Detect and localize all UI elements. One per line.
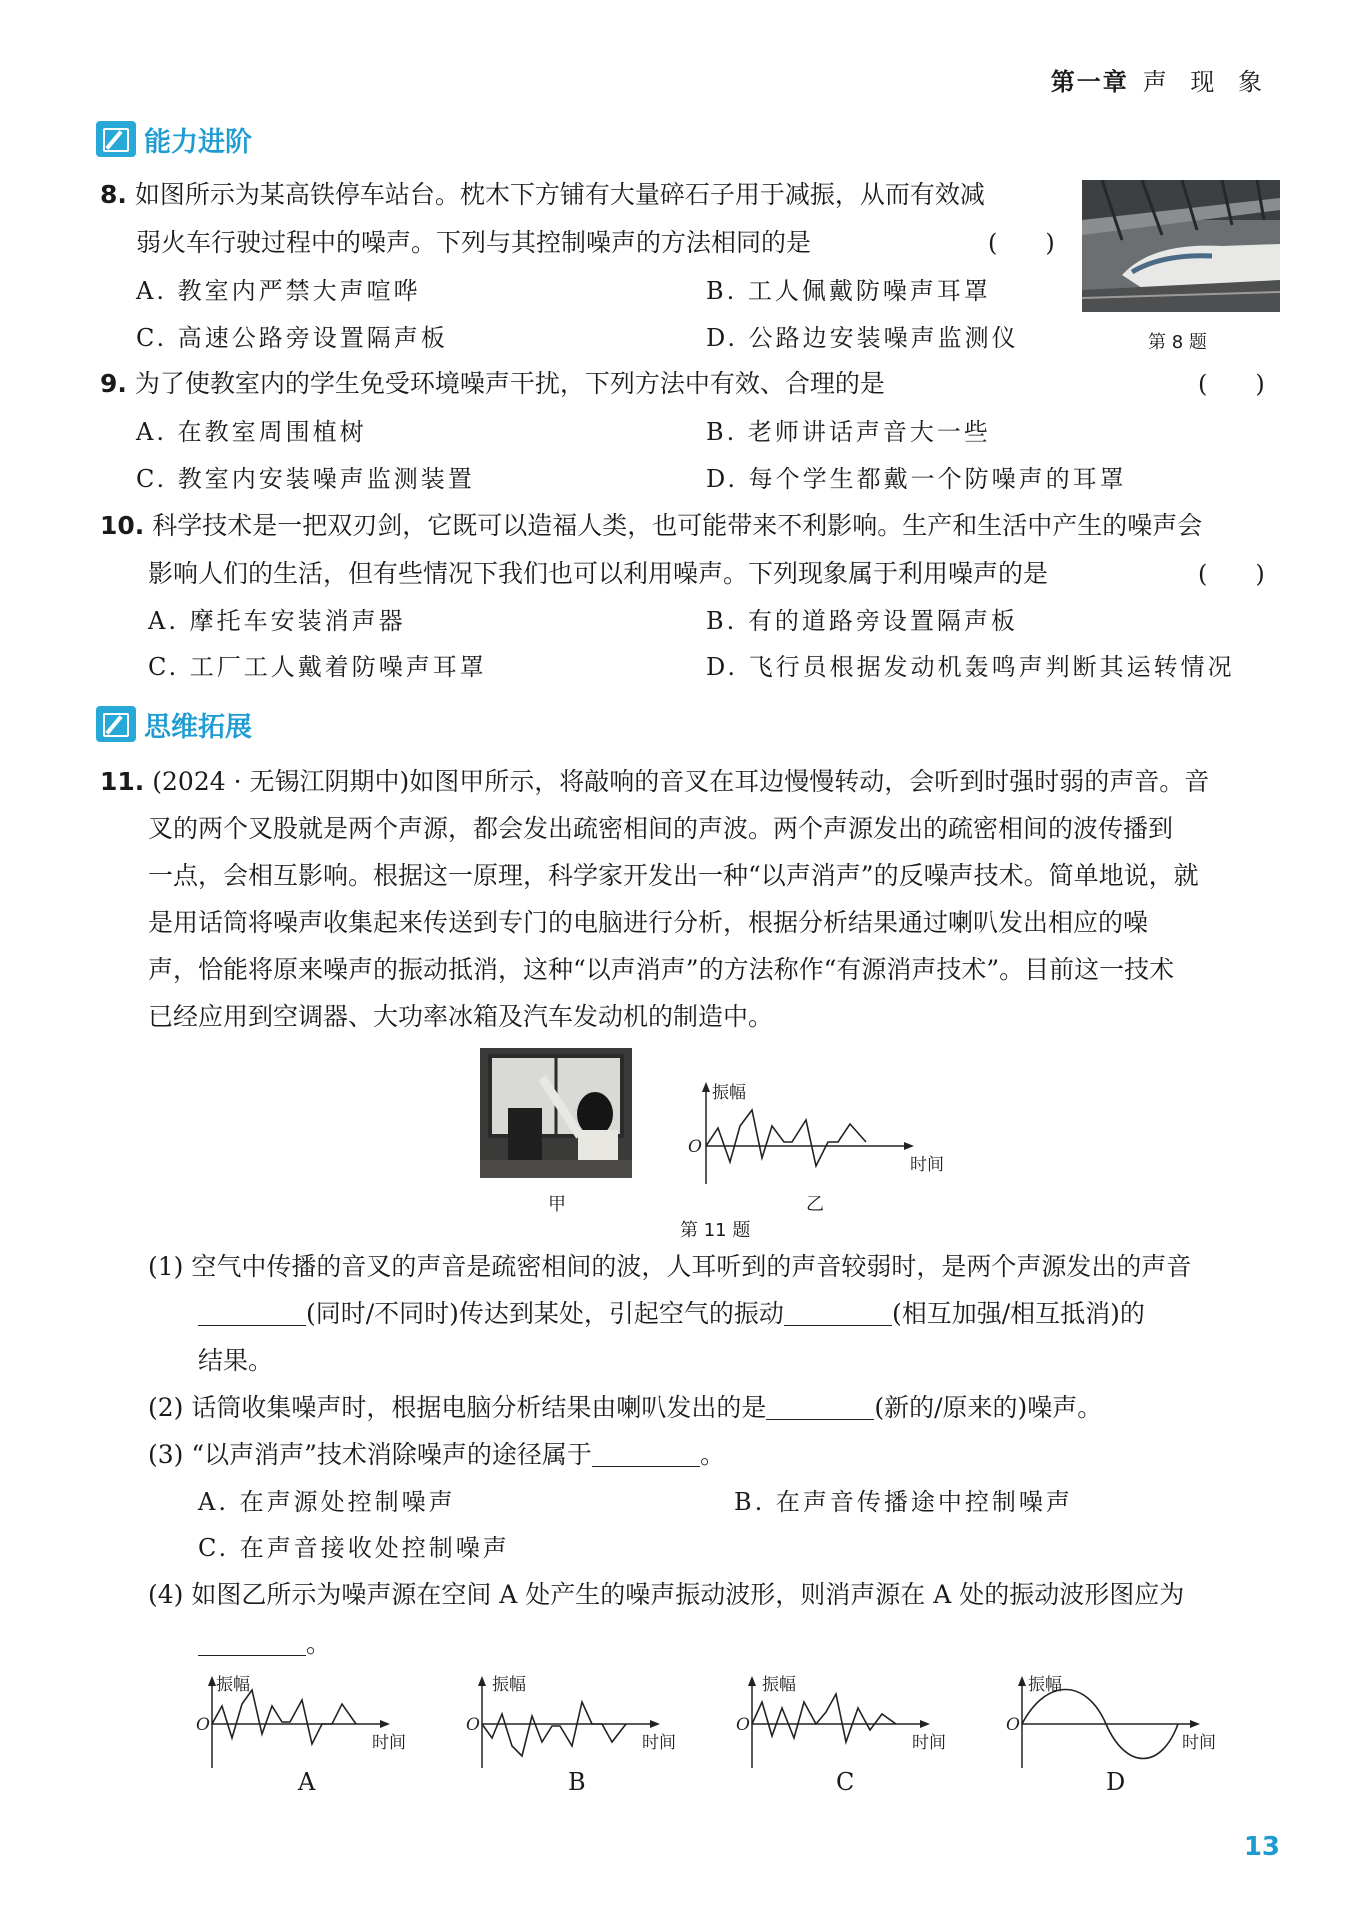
figure-label-yi: 乙: [806, 1194, 824, 1215]
origin-label: O: [688, 1137, 702, 1157]
origin-label: O: [1006, 1715, 1020, 1735]
section-header-thinking: [96, 703, 252, 745]
waveform-choice-d: [1006, 1672, 1236, 1772]
question-11-line: 声，恰能将原来噪声的振动抵消，这种“以声消声”的方法称作“有源消声技术”。目前这一技术: [148, 955, 1175, 984]
origin-label: O: [466, 1715, 480, 1735]
option: B. 有的道路旁设置隔声板: [706, 607, 1018, 635]
figure-label-jia: 甲: [548, 1194, 566, 1215]
waveform-choice-a: [196, 1672, 426, 1772]
option: A. 教室内严禁大声喧哗: [136, 277, 421, 305]
sub-question-4-line-2: [198, 1627, 331, 1661]
question-9-line-1: [100, 367, 885, 401]
sub-question-1-line-2: [198, 1297, 1145, 1331]
answer-blank[interactable]: [198, 1299, 306, 1326]
option: C. 在声音接收处控制噪声: [198, 1534, 510, 1562]
question-number: 11.: [100, 767, 145, 796]
axis-x-label: 时间: [1182, 1733, 1216, 1753]
answer-blank[interactable]: [784, 1299, 892, 1326]
chapter-header: [1051, 62, 1270, 97]
question-11-line: 叉的两个叉股就是两个声源，都会发出疏密相间的声波。两个声源发出的疏密相间的波传播到: [148, 814, 1174, 843]
answer-paren: ( ): [1198, 370, 1265, 398]
waveform-choice-c: [736, 1672, 966, 1772]
option: D. 公路边安装噪声监测仪: [706, 324, 1019, 352]
question-number: 10.: [100, 511, 145, 540]
option: B. 工人佩戴防噪声耳罩: [706, 277, 991, 305]
option: A. 在教室周围植树: [136, 418, 367, 446]
question-number: 9.: [100, 369, 127, 398]
question-text: 为了使教室内的学生免受环境噪声干扰，下列方法中有效、合理的是: [134, 369, 885, 398]
tuning-fork-photo: [480, 1048, 632, 1178]
question-10-line-1: [100, 509, 1202, 543]
chapter-title: 声 现 象: [1142, 68, 1270, 96]
answer-blank[interactable]: [592, 1440, 700, 1467]
answer-blank[interactable]: [766, 1393, 874, 1420]
option: B. 老师讲话声音大一些: [706, 418, 991, 446]
option: B. 在声音传播途中控制噪声: [734, 1488, 1073, 1516]
option: D. 每个学生都戴一个防噪声的耳罩: [706, 465, 1127, 493]
blank-hint: (同时/不同时)传达到某处，引起空气的振动: [306, 1299, 784, 1328]
axis-x-label: 时间: [372, 1733, 406, 1753]
section-title: 思维拓展: [144, 711, 252, 743]
question-11-line: 是用话筒将噪声收集起来传送到专门的电脑进行分析，根据分析结果通过喇叭发出相应的噪: [148, 908, 1149, 937]
axis-y-label: 振幅: [1028, 1675, 1062, 1695]
sub-question-1-line-1: (1) 空气中传播的音叉的声音是疏密相间的波，人耳听到的声音较弱时，是两个声源发出的声音: [148, 1252, 1192, 1281]
section-header-ability: [96, 118, 252, 160]
sub-question-1-line-3: 结果。: [198, 1346, 274, 1375]
page-number: 13: [1243, 1832, 1280, 1862]
noise-waveform-figure: [688, 1080, 958, 1190]
question-number: 8.: [100, 180, 127, 209]
blank-hint: (新的/原来的)噪声。: [874, 1393, 1103, 1422]
question-11-line: 已经应用到空调器、大功率冰箱及汽车发动机的制造中。: [148, 1002, 774, 1031]
choice-label: B: [568, 1768, 586, 1796]
waveform-choice-b: [466, 1672, 696, 1772]
question-text: (2024 · 无锡江阴期中)如图甲所示，将敲响的音叉在耳边慢慢转动，会听到时强时弱的声音。音: [152, 767, 1210, 796]
pencil-note-icon: [96, 121, 136, 157]
option: C. 高速公路旁设置隔声板: [136, 324, 448, 352]
choice-label: D: [1106, 1768, 1126, 1796]
blank-hint: (相互加强/相互抵消)的: [891, 1299, 1145, 1328]
question-8-line-1: [100, 178, 985, 212]
choice-label: C: [836, 1768, 855, 1796]
answer-paren: ( ): [1198, 560, 1265, 588]
sub-question-end: 。: [306, 1629, 332, 1658]
axis-y-label: 振幅: [762, 1675, 796, 1695]
option: D. 飞行员根据发动机轰鸣声判断其运转情况: [706, 653, 1235, 681]
question-text: 科学技术是一把双刃剑，它既可以造福人类，也可能带来不利影响。生产和生活中产生的噪声会: [152, 511, 1203, 540]
axis-x-label: 时间: [912, 1733, 946, 1753]
option: C. 工厂工人戴着防噪声耳罩: [148, 653, 487, 681]
sub-question-2: [148, 1391, 1102, 1425]
answer-paren: ( ): [988, 229, 1055, 257]
option: C. 教室内安装噪声监测装置: [136, 465, 475, 493]
pencil-note-icon: [96, 706, 136, 742]
axis-y-label: 振幅: [216, 1675, 250, 1695]
sub-question-3: [148, 1438, 725, 1472]
question-text: 如图所示为某高铁停车站台。枕木下方铺有大量碎石子用于减振，从而有效减: [134, 180, 985, 209]
figure-caption: 第 8 题: [1148, 332, 1207, 353]
sub-question-4-line-1: (4) 如图乙所示为噪声源在空间 A 处产生的噪声振动波形，则消声源在 A 处的振动波形图应为: [148, 1580, 1185, 1609]
sub-question-end: 。: [699, 1440, 725, 1469]
train-station-photo: [1082, 180, 1280, 312]
origin-label: O: [736, 1715, 750, 1735]
choice-label: A: [298, 1768, 316, 1796]
answer-blank[interactable]: [198, 1629, 306, 1656]
origin-label: O: [196, 1715, 210, 1735]
option: A. 在声源处控制噪声: [198, 1488, 456, 1516]
chapter-number: 第一章: [1050, 68, 1129, 96]
figure-caption: 第 11 题: [680, 1220, 751, 1241]
option: A. 摩托车安装消声器: [148, 607, 406, 635]
question-8-line-2: 弱火车行驶过程中的噪声。下列与其控制噪声的方法相同的是: [136, 228, 812, 257]
axis-x-label: 时间: [910, 1155, 944, 1175]
sub-question-text: (3) “以声消声”技术消除噪声的途径属于: [148, 1440, 592, 1469]
section-title: 能力进阶: [144, 126, 252, 158]
question-11-line: 一点，会相互影响。根据这一原理，科学家开发出一种“以声消声”的反噪声技术。简单地说，就: [148, 861, 1199, 890]
question-11-line-1: [100, 765, 1209, 799]
axis-y-label: 振幅: [492, 1675, 526, 1695]
axis-y-label: 振幅: [712, 1083, 746, 1103]
sub-question-text: (2) 话筒收集噪声时，根据电脑分析结果由喇叭发出的是: [148, 1393, 767, 1422]
question-10-line-2: 影响人们的生活，但有些情况下我们也可以利用噪声。下列现象属于利用噪声的是: [148, 559, 1049, 588]
axis-x-label: 时间: [642, 1733, 676, 1753]
